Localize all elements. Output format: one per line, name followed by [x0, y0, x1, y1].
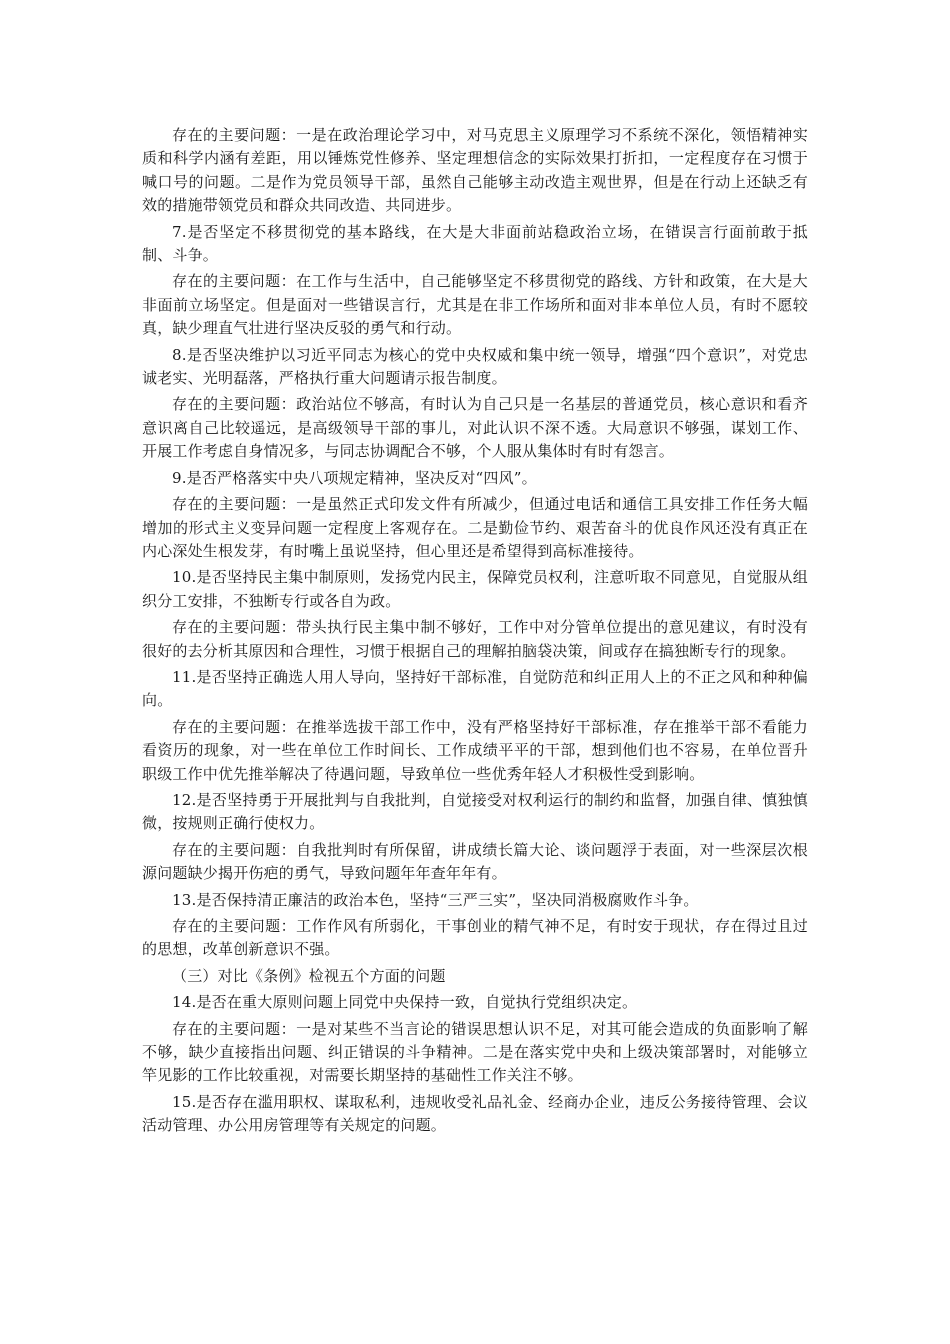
paragraph-question-10: 10.是否坚持民主集中制原则，发扬党内民主，保障党员权利，注意听取不同意见，自觉服从组织分工安排，不独断专行或各自为政。 — [142, 568, 808, 610]
paragraph-problems-10: 存在的主要问题：带头执行民主集中制不够好，工作中对分管单位提出的意见建议，有时没有很好的去分析其原因和合理性，习惯于根据自己的理解拍脑袋决策，间或存在搞独断专行的现象。 — [142, 618, 808, 660]
paragraph-problems-7: 存在的主要问题：在工作与生活中，自己能够坚定不移贯彻党的路线、方针和政策，在大是大非面前立场坚定。但是面对一些错误言行，尤其是在非工作场所和面对非本单位人员，有时不愿较真，缺少理直气壮进行坚决反驳的勇气和行动。 — [142, 272, 808, 338]
paragraph-problems-11: 存在的主要问题：在推举选拔干部工作中，没有严格坚持好干部标准，存在推举干部不看能力看资历的现象，对一些在单位工作时间长、工作成绩平平的干部，想到他们也不容易，在单位晋升职级工作中优先推举解决了待遇问题，导致单位一些优秀年轻人才积极性受到影响。 — [142, 717, 808, 783]
paragraph-question-13: 13.是否保持清正廉洁的政治本色，坚持“三严三实”，坚决同消极腐败作斗争。 — [172, 890, 699, 909]
paragraph-question-14: 14.是否在重大原则问题上同党中央保持一致，自觉执行党组织决定。 — [172, 993, 638, 1012]
document-body — [142, 124, 808, 1141]
paragraph-problems-14: 存在的主要问题：一是对某些不当言论的错误思想认识不足，对其可能会造成的负面影响了解不够，缺少直接指出问题、纠正错误的斗争精神。二是在落实党中央和上级决策部署时，对能够立竿见影的工作比较重视，对需要长期坚持的基础性工作关注不够。 — [142, 1019, 808, 1085]
paragraph-problems-9: 存在的主要问题：一是虽然正式印发文件有所减少，但通过电话和通信工具安排工作任务大幅增加的形式主义变异问题一定程度上客观存在。二是勤俭节约、艰苦奋斗的优良作风还没有真正在内心深处生根发芽，有时嘴上虽说坚持，但心里还是希望得到高标准接待。 — [142, 495, 808, 560]
paragraph-problems-8: 存在的主要问题：政治站位不够高，有时认为自己只是一名基层的普通党员，核心意识和看齐意识离自己比较遥远，是高级领导干部的事儿，对此认识不深不透。大局意识不够强，谋划工作、开展工作考虑自身情况多，与同志协调配合不够，个人服从集体时有时有怨言。 — [142, 395, 808, 461]
paragraph-problems-6: 存在的主要问题：一是在政治理论学习中，对马克思主义原理学习不系统不深化，领悟精神实质和科学内涵有差距，用以锤炼党性修养、坚定理想信念的实际效果打折扣，一定程度存在习惯于喊口号的问题。二是作为党员领导干部，虽然自己能够主动改造主观世界，但是在行动上还缺乏有效的措施带领党员和群众共同改造、共同进步。 — [142, 126, 808, 215]
paragraph-question-9: 9.是否严格落实中央八项规定精神，坚决反对“四风”。 — [172, 468, 537, 487]
paragraph-question-8: 8.是否坚决维护以习近平同志为核心的党中央权威和集中统一领导，增强“四个意识”，对党忠诚老实、光明磊落，严格执行重大问题请示报告制度。 — [142, 345, 808, 388]
section-heading-3: （三）对比《条例》检视五个方面的问题 — [172, 966, 446, 985]
paragraph-problems-13: 存在的主要问题：工作作风有所弱化，干事创业的精气神不足，有时安于现状，存在得过且过的思想，改革创新意识不强。 — [142, 917, 808, 959]
paragraph-question-15: 15.是否存在滥用职权、谋取私利，违规收受礼品礼金、经商办企业，违反公务接待管理、会议活动管理、办公用房管理等有关规定的问题。 — [142, 1092, 808, 1135]
paragraph-question-12: 12.是否坚持勇于开展批判与自我批判，自觉接受对权利运行的制约和监督，加强自律、慎独慎微，按规则正确行使权力。 — [142, 790, 808, 833]
paragraph-question-11: 11.是否坚持正确选人用人导向，坚持好干部标准，自觉防范和纠正用人上的不正之风和种种偏向。 — [142, 667, 808, 710]
paragraph-question-7: 7.是否坚定不移贯彻党的基本路线，在大是大非面前站稳政治立场，在错误言行面前敢于抵制、斗争。 — [142, 222, 808, 265]
paragraph-problems-12: 存在的主要问题：自我批判时有所保留，讲成绩长篇大论、谈问题浮于表面，对一些深层次根源问题缺少揭开伤疤的勇气，导致问题年年查年年有。 — [142, 840, 808, 883]
